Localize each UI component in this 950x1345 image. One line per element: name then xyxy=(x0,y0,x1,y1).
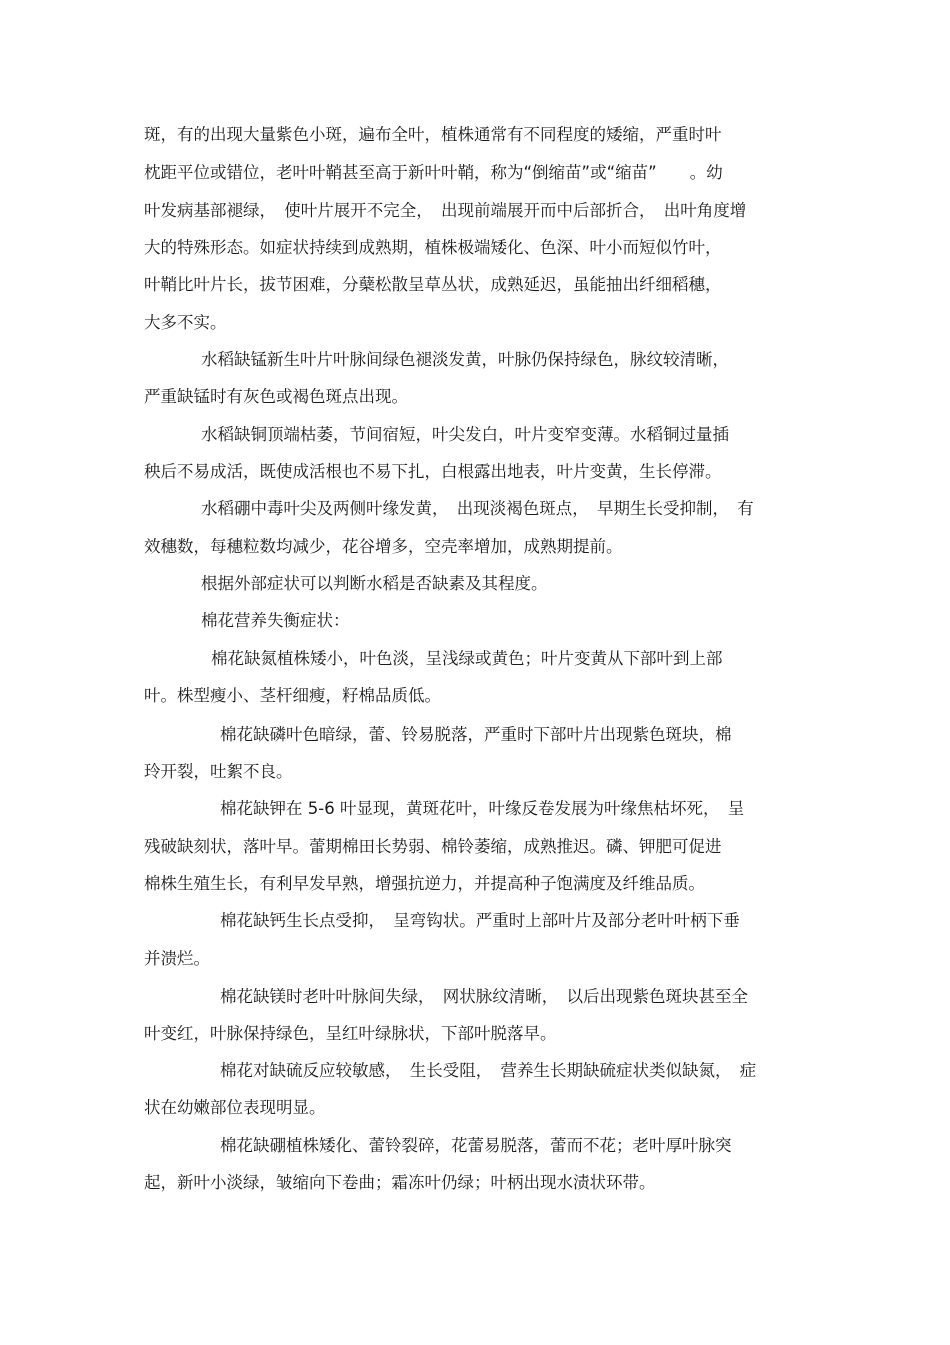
text-line: 叶变红，叶脉保持绿色，呈红叶绿脉状，下部叶脱落早。 xyxy=(144,1024,557,1043)
text-line: 残破缺刻状，落叶早。蕾期棉田长势弱、棉铃萎缩，成熟推迟。磷、钾肥可促进 xyxy=(144,837,722,856)
text-line: 棉花缺氮植株矮小，叶色淡，呈浅绿或黄色；叶片变黄从下部叶到上部 xyxy=(211,649,723,668)
text-line: 玲开裂，吐絮不良。 xyxy=(144,762,293,781)
text-line: 状在幼嫩部位表现明显。 xyxy=(144,1098,326,1117)
text-line: 大的特殊形态。如症状持续到成熟期，植株极端矮化、色深、叶小而短似竹叶， xyxy=(144,238,722,257)
text-line: 水稻缺锰新生叶片叶脉间绿色褪淡发黄，叶脉仍保持绿色，脉纹较清晰， xyxy=(201,350,729,369)
text-line: 斑，有的出现大量紫色小斑，遍布全叶，植株通常有不同程度的矮缩，严重时叶 xyxy=(144,125,722,144)
text-line: 枕距平位或错位，老叶叶鞘甚至高于新叶叶鞘，称为“倒缩苗”或“缩苗” 。幼 xyxy=(144,163,723,182)
text-line: 叶鞘比叶片长，拔节困难，分蘖松散呈草丛状，成熟延迟，虽能抽出纤细稻穗， xyxy=(144,275,722,294)
text-line: 水稻硼中毒叶尖及两侧叶缘发黄， 出现淡褐色斑点， 早期生长受抑制， 有 xyxy=(201,499,754,518)
text-line: 棉花缺镁时老叶叶脉间失绿， 网状脉纹清晰， 以后出现紫色斑块甚至全 xyxy=(220,987,748,1006)
text-line: 并溃烂。 xyxy=(144,949,210,968)
text-line: 叶发病基部褪绿， 使叶片展开不完全， 出现前端展开而中后部折合， 出叶角度增 xyxy=(144,201,747,220)
text-line: 效穗数，每穗粒数均减少，花谷增多，空壳率增加，成熟期提前。 xyxy=(144,537,623,556)
text-line: 棉株生殖生长，有利早发早熟，增强抗逆力，并提高种子饱满度及纤维品质。 xyxy=(144,874,705,893)
text-line: 大多不实。 xyxy=(144,313,227,332)
text-line: 严重缺锰时有灰色或褐色斑点出现。 xyxy=(144,387,408,406)
text-line: 棉花营养失衡症状： xyxy=(201,611,350,630)
text-line: 棉花缺硼植株矮化、蕾铃裂碎，花蕾易脱落，蕾而不花；老叶厚叶脉突 xyxy=(220,1136,732,1155)
text-line: 棉花缺钾在 5-6 叶显现，黄斑花叶，叶缘反卷发展为叶缘焦枯坏死， 呈 xyxy=(220,799,745,818)
text-line: 棉花对缺硫反应较敏感， 生长受阻， 营养生长期缺硫症状类似缺氮， 症 xyxy=(220,1061,757,1080)
text-line: 起，新叶小淡绿，皱缩向下卷曲；霜冻叶仍绿；叶柄出现水渍状环带。 xyxy=(144,1173,656,1192)
text-line: 水稻缺铜顶端枯萎，节间宿短，叶尖发白，叶片变窄变薄。水稻铜过量插 xyxy=(201,425,729,444)
text-line: 棉花缺磷叶色暗绿，蕾、铃易脱落，严重时下部叶片出现紫色斑块，棉 xyxy=(220,725,732,744)
text-line: 棉花缺钙生长点受抑， 呈弯钩状。严重时上部叶片及部分老叶叶柄下垂 xyxy=(220,911,740,930)
text-line: 叶。株型瘦小、茎杆细瘦，籽棉品质低。 xyxy=(144,686,441,705)
text-line: 秧后不易成活，既使成活根也不易下扎，白根露出地表，叶片变黄，生长停滞。 xyxy=(144,462,722,481)
text-line: 根据外部症状可以判断水稻是否缺素及其程度。 xyxy=(201,574,548,593)
